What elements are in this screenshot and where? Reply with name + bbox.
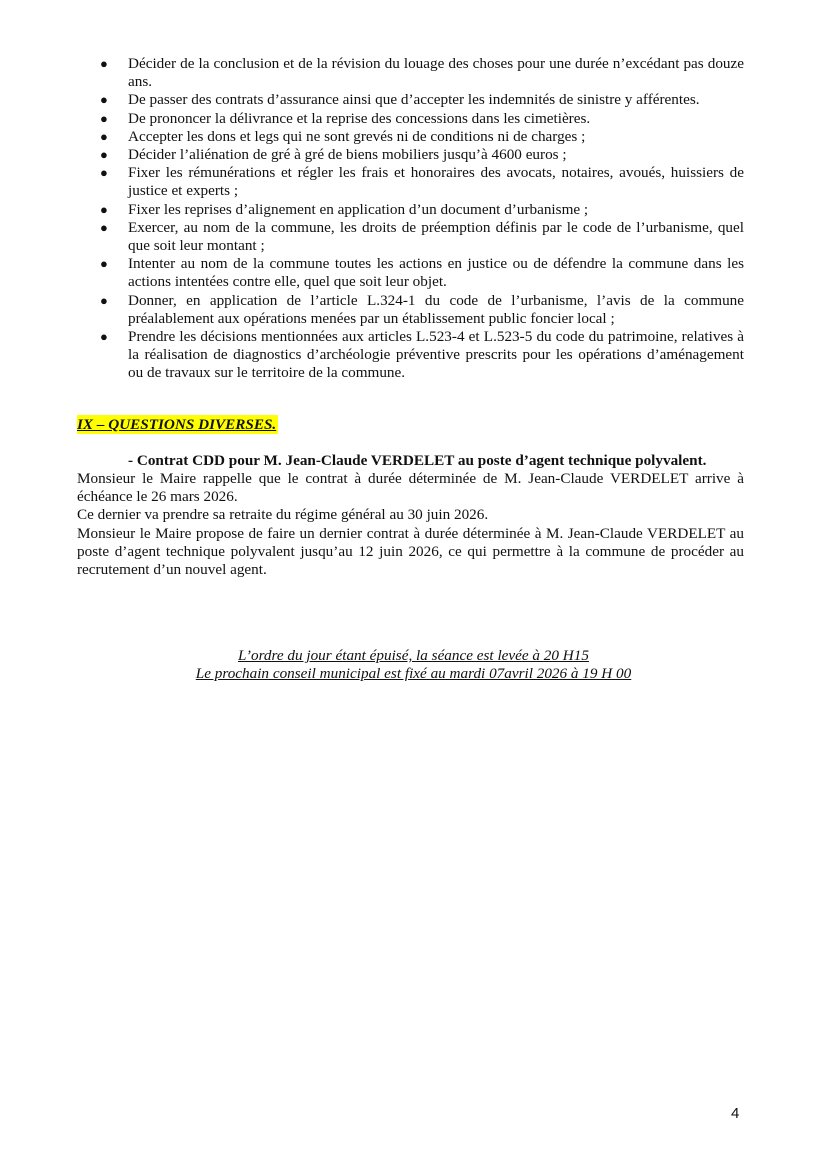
list-item-text: Accepter les dons et legs qui ne sont grevés ni de conditions ni de charges ; [128, 127, 586, 145]
list-item [96, 219, 744, 255]
list-item-text: Donner, en application de l’article L.324-1 du code de l’urbanisme, l’avis de la commune préalablement aux opérations menées par un établissement public foncier local ; [128, 291, 744, 327]
list-item-text: De prononcer la délivrance et la reprise des concessions dans les cimetières. [128, 109, 591, 127]
bullet-icon: ● [100, 110, 108, 126]
list-item-text: Fixer les reprises d’alignement en application d’un document d’urbanisme ; [128, 200, 589, 218]
list-item [96, 164, 744, 200]
list-item [96, 146, 744, 164]
list-item-text: De passer des contrats d’assurance ainsi que d’accepter les indemnités de sinistre y afférentes. [128, 91, 700, 109]
bullet-icon: ● [100, 292, 108, 308]
list-item [96, 201, 744, 219]
section-body [77, 470, 744, 579]
bullet-icon: ● [100, 201, 108, 217]
bullet-icon: ● [100, 147, 108, 163]
list-item-text: Fixer les rémunérations et régler les frais et honoraires des avocats, notaires, avoués, huissiers de justice et experts ; [128, 164, 744, 200]
list-item [96, 110, 744, 128]
bullet-icon: ● [100, 165, 108, 181]
list-item [96, 128, 744, 146]
list-item [96, 55, 744, 91]
paragraph: Monsieur le Maire propose de faire un dernier contrat à durée déterminée à M. Jean-Claude VERDELET au poste d’agent technique polyvalent jusqu’au 12 juin 2026, ce qui permettre à la commune de procéder au recrutement d’un nouvel agent. [77, 524, 744, 579]
list-item-text: Décider l’aliénation de gré à gré de biens mobiliers jusqu’à 4600 euros ; [128, 146, 567, 164]
section-title: IX – QUESTIONS DIVERSES. [77, 416, 277, 433]
closing-line-1: L’ordre du jour étant épuisé, la séance est levée à 20 H15 [238, 647, 589, 664]
list-item [96, 328, 744, 383]
page-number: 4 [731, 1105, 740, 1122]
list-item-text: Intenter au nom de la commune toutes les actions en justice ou de défendre la commune dans les actions intentées contre elle, quel que soit leur objet. [128, 255, 744, 291]
list-item-text: Prendre les décisions mentionnées aux articles L.523-4 et L.523-5 du code du patrimoine, relatives à la réalisation de diagnostics d’archéologie préventive prescrits pour les opérations d’aménagement ou de travaux sur le territoire de la commune. [128, 328, 744, 382]
bullet-icon: ● [100, 256, 108, 272]
list-item [96, 255, 744, 291]
bullet-icon: ● [100, 128, 108, 144]
bullet-icon: ● [100, 329, 108, 345]
closing-line-2: Le prochain conseil municipal est fixé au mardi 07avril 2026 à 19 H 00 [195, 665, 632, 682]
list-item [96, 91, 744, 109]
list-item [96, 292, 744, 328]
list-item-text: Exercer, au nom de la commune, les droits de préemption définis par le code de l’urbanisme, quel que soit leur montant ; [128, 218, 744, 255]
bullet-icon: ● [100, 219, 108, 235]
delegation-list [96, 55, 744, 383]
subject-heading: - Contrat CDD pour M. Jean-Claude VERDELET au poste d’agent technique polyvalent. [128, 452, 707, 469]
list-item-text: Décider de la conclusion et de la révision du louage des choses pour une durée n’excédant pas douze ans. [128, 55, 744, 91]
bullet-icon: ● [100, 56, 108, 71]
paragraph: Monsieur le Maire rappelle que le contrat à durée déterminée de M. Jean-Claude VERDELET arrive à échéance le 26 mars 2026. [77, 470, 744, 506]
paragraph: Ce dernier va prendre sa retraite du régime général au 30 juin 2026. [77, 506, 489, 524]
bullet-icon: ● [100, 92, 108, 108]
